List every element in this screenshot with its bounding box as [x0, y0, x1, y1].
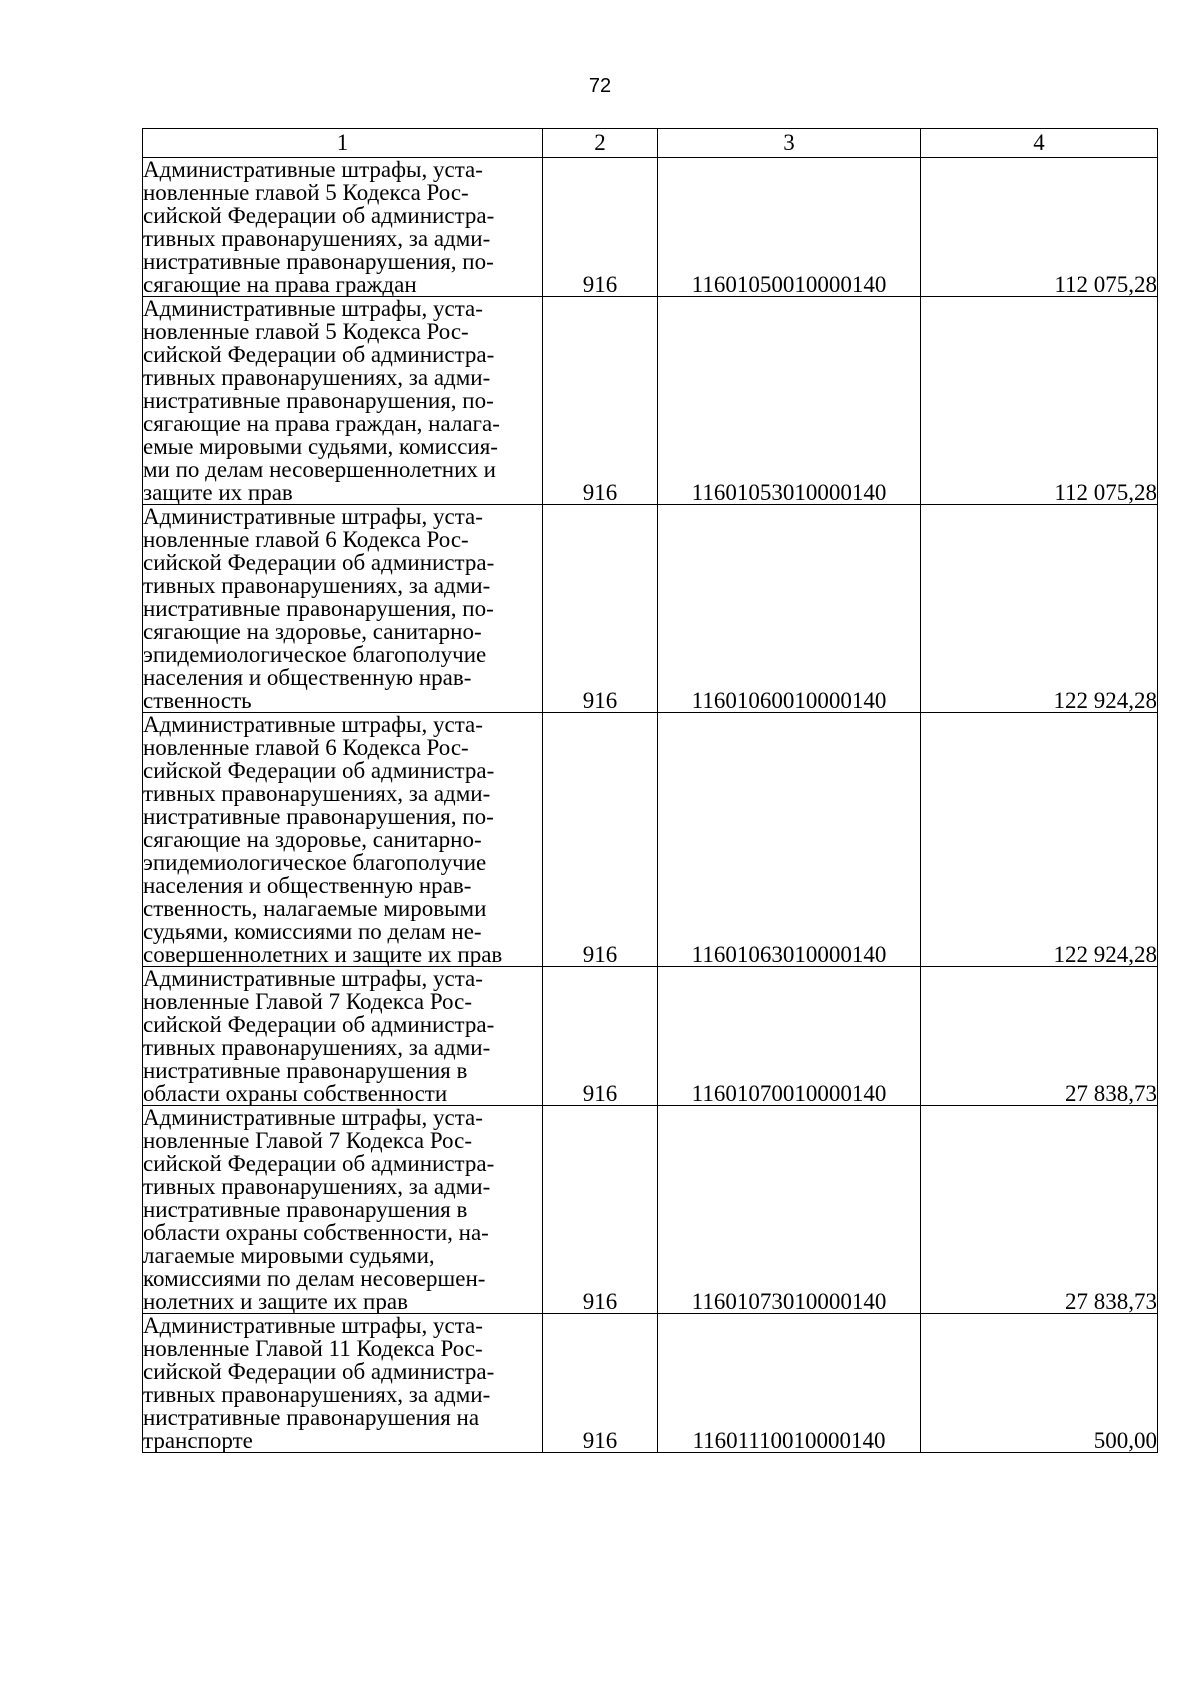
description-line: ми по делам несовершеннолетних и: [143, 457, 496, 482]
row-budget-code: 11601070010000140: [658, 967, 921, 1106]
table-row: [143, 505, 1158, 713]
description-line: новленные главой 5 Кодекса Рос-: [143, 319, 469, 344]
header-col-3: 3: [658, 129, 921, 158]
description-line: Административные штрафы, уста-: [143, 712, 483, 737]
description-line: сийской Федерации об администра-: [143, 1012, 495, 1037]
description-line: сийской Федерации об администра-: [143, 203, 495, 228]
description-line: Административные штрафы, уста-: [143, 966, 483, 991]
description-line: нолетних и защите их прав: [143, 1289, 408, 1314]
description-line: Административные штрафы, уста-: [143, 1105, 483, 1130]
page-number: 72: [588, 75, 612, 97]
description-line: новленные главой 6 Кодекса Рос-: [143, 527, 469, 552]
description-line: емые мировыми судьями, комиссия-: [143, 434, 498, 459]
description-line: населения и общественную нрав-: [143, 665, 472, 690]
description-line: тивных правонарушениях, за адми-: [143, 365, 491, 390]
row-budget-code: 11601050010000140: [658, 158, 921, 297]
description-line: эпидемиологическое благополучие: [143, 850, 487, 875]
row-description: [143, 1314, 543, 1453]
description-line: Административные штрафы, уста-: [143, 157, 483, 182]
description-line: совершеннолетних и защите их прав: [143, 942, 503, 967]
row-budget-code: 11601060010000140: [658, 505, 921, 713]
table-row: [143, 158, 1158, 297]
description-line: сягающие на здоровье, санитарно-: [143, 619, 482, 644]
header-col-1: 1: [143, 129, 543, 158]
table-body: [143, 158, 1158, 1453]
description-line: сягающие на права граждан, налага-: [143, 411, 500, 436]
row-admin-code: 916: [543, 297, 658, 505]
row-budget-code: 11601110010000140: [658, 1314, 921, 1453]
description-line: лагаемые мировыми судьями,: [143, 1243, 435, 1268]
row-description: [143, 505, 543, 713]
row-admin-code: 916: [543, 158, 658, 297]
description-line: нистративные правонарушения, по-: [143, 804, 494, 829]
row-admin-code: 916: [543, 713, 658, 967]
description-line: Административные штрафы, уста-: [143, 504, 483, 529]
description-line: судьями, комиссиями по делам не-: [143, 919, 482, 944]
row-sum: 27 838,73: [921, 1106, 1158, 1314]
description-line: новленные главой 5 Кодекса Рос-: [143, 180, 469, 205]
description-line: новленные Главой 11 Кодекса Рос-: [143, 1336, 483, 1361]
description-line: сийской Федерации об администра-: [143, 1359, 495, 1384]
description-line: сягающие на здоровье, санитарно-: [143, 827, 482, 852]
description-line: нистративные правонарушения на: [143, 1405, 480, 1430]
description-line: тивных правонарушениях, за адми-: [143, 1382, 491, 1407]
description-line: Административные штрафы, уста-: [143, 1313, 483, 1338]
description-line: тивных правонарушениях, за адми-: [143, 573, 491, 598]
row-sum: 112 075,28: [921, 158, 1158, 297]
row-admin-code: 916: [543, 505, 658, 713]
description-line: ственность, налагаемые мировыми: [143, 896, 487, 921]
description-line: сягающие на права граждан: [143, 272, 417, 297]
row-admin-code: 916: [543, 967, 658, 1106]
description-line: нистративные правонарушения в: [143, 1058, 468, 1083]
description-line: нистративные правонарушения в: [143, 1197, 468, 1222]
table-row: [143, 713, 1158, 967]
description-line: нистративные правонарушения, по-: [143, 388, 494, 413]
description-line: области охраны собственности: [143, 1081, 448, 1106]
row-sum: 122 924,28: [921, 505, 1158, 713]
description-line: ственность: [143, 688, 252, 713]
row-admin-code: 916: [543, 1106, 658, 1314]
description-line: защите их прав: [143, 480, 293, 505]
row-description: [143, 967, 543, 1106]
description-line: тивных правонарушениях, за адми-: [143, 1035, 491, 1060]
description-line: эпидемиологическое благополучие: [143, 642, 487, 667]
description-line: нистративные правонарушения, по-: [143, 596, 494, 621]
description-line: тивных правонарушениях, за адми-: [143, 226, 491, 251]
table-row: [143, 967, 1158, 1106]
table-row: [143, 1106, 1158, 1314]
row-description: [143, 1106, 543, 1314]
row-admin-code: 916: [543, 1314, 658, 1453]
row-sum: 122 924,28: [921, 713, 1158, 967]
description-line: новленные главой 6 Кодекса Рос-: [143, 735, 469, 760]
header-col-2: 2: [543, 129, 658, 158]
row-sum: 500,00: [921, 1314, 1158, 1453]
description-line: сийской Федерации об администра-: [143, 550, 495, 575]
description-line: тивных правонарушениях, за адми-: [143, 781, 491, 806]
row-description: [143, 297, 543, 505]
description-line: сийской Федерации об администра-: [143, 1151, 495, 1176]
row-budget-code: 11601073010000140: [658, 1106, 921, 1314]
row-sum: 112 075,28: [921, 297, 1158, 505]
description-line: нистративные правонарушения, по-: [143, 249, 494, 274]
description-line: комиссиями по делам несовершен-: [143, 1266, 486, 1291]
description-line: новленные Главой 7 Кодекса Рос-: [143, 989, 472, 1014]
description-line: Административные штрафы, уста-: [143, 296, 483, 321]
row-budget-code: 11601063010000140: [658, 713, 921, 967]
description-line: новленные Главой 7 Кодекса Рос-: [143, 1128, 472, 1153]
table-row: [143, 1314, 1158, 1453]
description-line: сийской Федерации об администра-: [143, 342, 495, 367]
description-line: области охраны собственности, на-: [143, 1220, 489, 1245]
row-budget-code: 11601053010000140: [658, 297, 921, 505]
row-description: [143, 158, 543, 297]
description-line: тивных правонарушениях, за адми-: [143, 1174, 491, 1199]
table-header-row: [143, 129, 1158, 158]
row-description: [143, 713, 543, 967]
budget-table: [142, 128, 1158, 1453]
description-line: сийской Федерации об администра-: [143, 758, 495, 783]
row-sum: 27 838,73: [921, 967, 1158, 1106]
table-row: [143, 297, 1158, 505]
header-col-4: 4: [921, 129, 1158, 158]
description-line: населения и общественную нрав-: [143, 873, 472, 898]
description-line: транспорте: [143, 1428, 253, 1453]
